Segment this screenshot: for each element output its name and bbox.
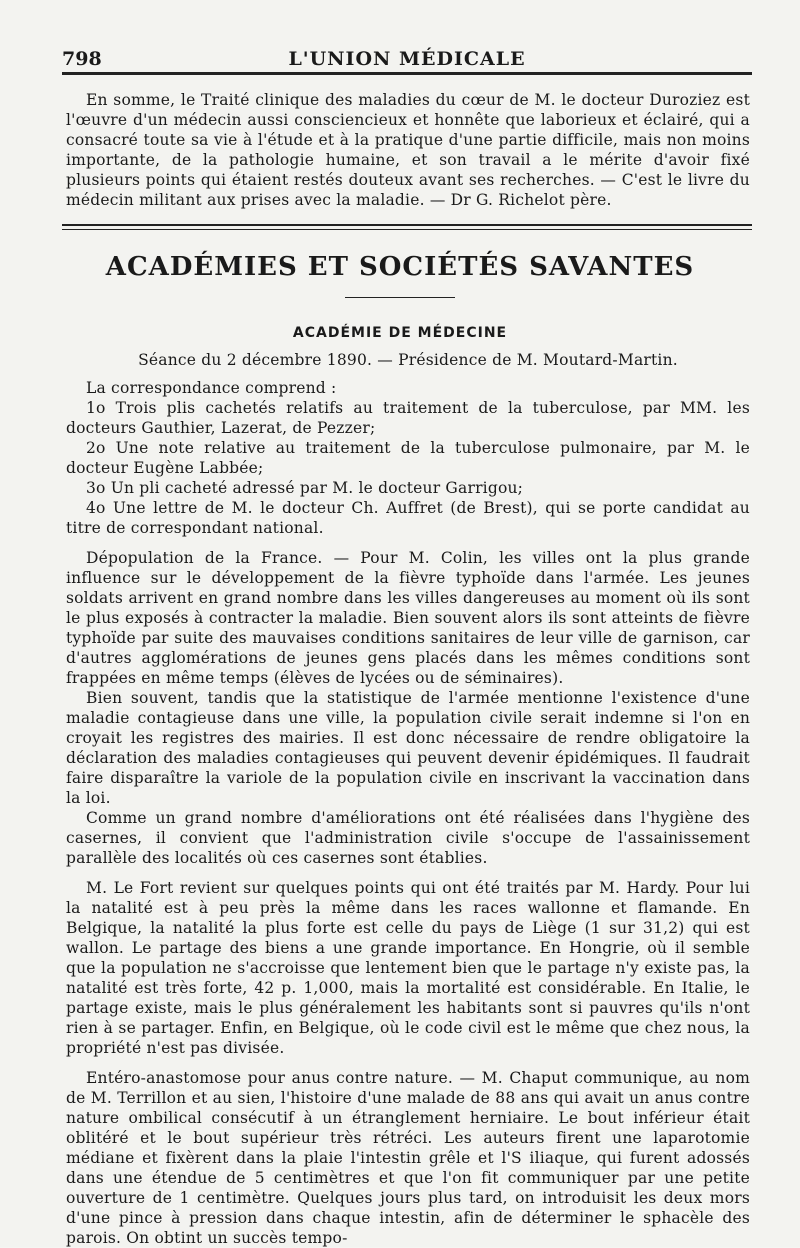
body-section [66, 378, 750, 1248]
body-paragraph: La correspondance comprend : [86, 379, 337, 397]
section-divider-top [62, 224, 752, 226]
intro-paragraph: En somme, le Traité clinique des maladies du cœur de M. le docteur Duroziez est l'œuvre d'un médecin aussi consciencieux et honnête que laborieux et éclairé, qui a consacré toute sa vie à l'étude et à la pratique d'une partie difficile, mais non moins importante, de la pathologie humaine, et son travail a le mérite d'avoir fixé plusieurs points qui étaient restés douteux avant ses recherches. — C'est le livre du médecin militant aux prises avec la maladie. — Dr G. Richelot père. [66, 91, 750, 209]
page-number: 798 [62, 48, 102, 70]
body-paragraph: 3o Un pli cacheté adressé par M. le docteur Garrigou; [86, 479, 524, 497]
section-title: ACADÉMIES ET SOCIÉTÉS SAVANTES [105, 252, 695, 282]
journal-title: L'UNION MÉDICALE [288, 48, 526, 70]
body-paragraph: M. Le Fort revient sur quelques points qui ont été traités par M. Hardy. Pour lui la natalité est à peu près la même dans les races wallonne et flamande. En Belgique, la natalité la plus forte est celle du pays de Liège (1 sur 31,2) qui est wallon. Le partage des biens a une grande importance. En Hongrie, où il semble que la population ne s'accroisse que lentement bien que le partage n'y existe pas, la natalité est très forte, 42 p. 1,000, mais la mortalité est considérable. En Italie, le partage existe, mais le plus généralement les habitants sont si pauvres qu'ils n'ont rien à se partager. Enfin, en Belgique, où le code civil est le même que chez nous, la propriété n'est pas divisée. [66, 879, 750, 1057]
intro-section [66, 90, 750, 210]
body-paragraph: 4o Une lettre de M. le docteur Ch. Auffret (de Brest), qui se porte candidat au titre de correspondant national. [66, 499, 750, 537]
title-underline [345, 297, 455, 298]
body-paragraph: Bien souvent, tandis que la statistique de l'armée mentionne l'existence d'une maladie contagieuse dans une ville, la population civile serait indemne si l'on en croyait les registres des mairies. Il est donc nécessaire de rendre obligatoire la déclaration des maladies contagieuses qui peuvent devenir épidémiques. Il faudrait faire disparaître la variole de la population civile en inscrivant la vaccination dans la loi. [66, 689, 750, 807]
section-subtitle: ACADÉMIE DE MÉDECINE [292, 325, 508, 341]
seance-line: Séance du 2 décembre 1890. — Présidence de M. Moutard-Martin. [138, 351, 678, 369]
body-paragraph: Dépopulation de la France. — Pour M. Colin, les villes ont la plus grande influence sur le développement de la fièvre typhoïde dans l'armée. Les jeunes soldats arrivent en grand nombre dans les villes dangereuses au moment où ils sont le plus exposés à contracter la maladie. Bien souvent alors ils sont atteints de fièvre typhoïde par suite des mauvaises conditions sanitaires de leur ville de garnison, car d'autres agglomérations de jeunes gens placés dans les mêmes conditions sont frappées en même temps (élèves de lycées ou de séminaires). [66, 549, 750, 687]
body-paragraph: Entéro-anastomose pour anus contre nature. — M. Chaput communique, au nom de M. Terrillon et au sien, l'histoire d'une malade de 88 ans qui avait un anus contre nature ombilical consécutif à un étranglement herniaire. Le bout inférieur était oblitéré et le bout supérieur très rétréci. Les auteurs firent une laparotomie médiane et fixèrent dans la plaie l'intestin grêle et l'S iliaque, qui furent adossés dans une étendue de 5 centimètres et que l'on fit communiquer par une petite ouverture de 1 centimètre. Quelques jours plus tard, on introduisit les deux mors d'une pince à pression dans chaque intestin, afin de déterminer le sphacèle des parois. On obtint un succès tempo- [66, 1069, 750, 1247]
body-paragraph: Comme un grand nombre d'améliorations ont été réalisées dans l'hygiène des casernes, il convient que l'administration civile s'occupe de l'assainissement parallèle des localités où ces casernes sont établies. [66, 809, 750, 867]
seance-line-container [66, 350, 750, 370]
section-divider-bottom [62, 229, 752, 230]
body-paragraph: 2o Une note relative au traitement de la tuberculose pulmonaire, par M. le docteur Eugène Labbée; [66, 439, 750, 477]
body-paragraph: 1o Trois plis cachetés relatifs au traitement de la tuberculose, par MM. les docteurs Gauthier, Lazerat, de Pezzer; [66, 399, 750, 437]
page-header [62, 44, 752, 74]
header-rule [62, 72, 752, 75]
